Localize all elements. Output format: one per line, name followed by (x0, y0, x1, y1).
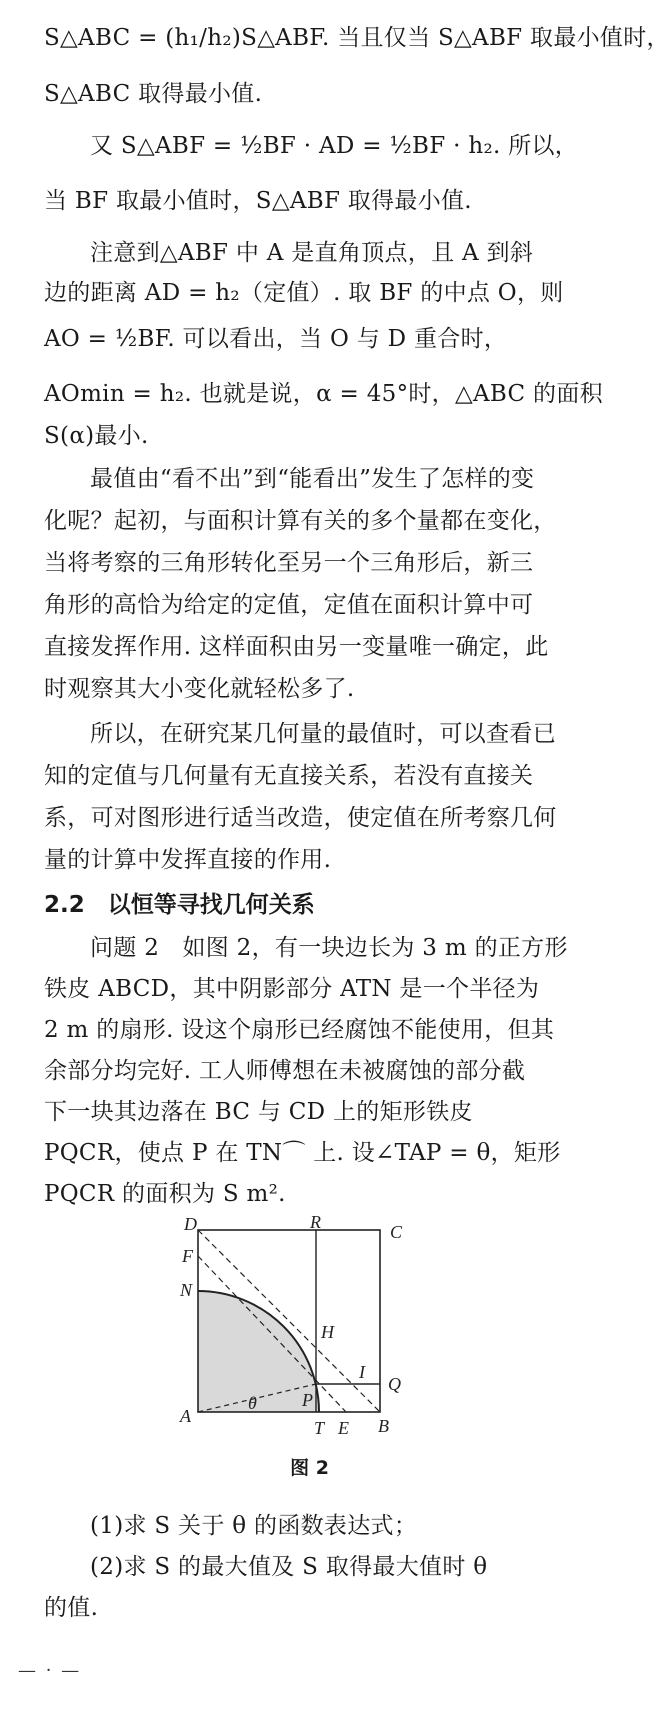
text-line: 所以，在研究某几何量的最值时，可以查看已 (90, 721, 556, 747)
text-line: 当将考察的三角形转化至另一个三角形后，新三 (44, 550, 534, 576)
problem-line: 余部分均完好. 工人师傅想在未被腐蚀的部分截 (44, 1058, 526, 1084)
text-line: 最值由“看不出”到“能看出”发生了怎样的变 (90, 466, 535, 492)
text-line: AO = ½BF. 可以看出，当 O 与 D 重合时， (44, 326, 508, 352)
text-line: 时观察其大小变化就轻松多了. (44, 676, 355, 702)
label-d: D (184, 1214, 197, 1234)
section-heading: 2.2 以恒等寻找几何关系 (44, 892, 315, 918)
label-a: A (180, 1406, 191, 1426)
figure-caption: 图 2 (290, 1457, 329, 1479)
problem-line: PQCR 的面积为 S m². (44, 1181, 286, 1207)
label-q: Q (388, 1374, 401, 1394)
label-t: T (314, 1418, 325, 1438)
question-line: (2)求 S 的最大值及 S 取得最大值时 θ (90, 1554, 488, 1580)
label-theta: θ (248, 1393, 257, 1413)
text-line: 化呢？起初，与面积计算有关的多个量都在变化， (44, 508, 557, 534)
text-line: 知的定值与几何量有无直接关系，若没有直接关 (44, 763, 534, 789)
question-line: 的值. (44, 1595, 99, 1621)
label-b: B (378, 1416, 389, 1436)
problem-line: PQCR，使点 P 在 TN⌒ 上. 设∠TAP = θ，矩形 (44, 1140, 561, 1166)
problem-line: 问题 2 如图 2，有一块边长为 3 m 的正方形 (90, 935, 568, 961)
label-c: C (390, 1222, 403, 1242)
label-e: E (338, 1418, 349, 1438)
text-line: 边的距离 AD = h₂（定值）. 取 BF 的中点 O，则 (44, 280, 564, 306)
text-line: 系，可对图形进行适当改造，使定值在所考察几何 (44, 805, 557, 831)
text-line: S△ABC 取得最小值. (44, 81, 263, 107)
page-footer: — · — (18, 1660, 82, 1681)
text-line: 当 BF 取最小值时，S△ABF 取得最小值. (44, 188, 472, 214)
text-line: S(α)最小. (44, 423, 149, 449)
text-line: 角形的高恰为给定的定值，定值在面积计算中可 (44, 592, 534, 618)
problem-line: 铁皮 ABCD，其中阴影部分 ATN 是一个半径为 (44, 976, 540, 1002)
label-f: F (182, 1246, 193, 1266)
label-p: P (302, 1390, 313, 1410)
corroded-sector (198, 1291, 319, 1412)
label-h: H (321, 1322, 334, 1342)
label-i: I (359, 1362, 365, 1382)
question-line: (1)求 S 关于 θ 的函数表达式； (90, 1513, 418, 1539)
geometry-figure (170, 1212, 430, 1445)
problem-line: 下一块其边落在 BC 与 CD 上的矩形铁皮 (44, 1099, 473, 1125)
label-n: N (180, 1280, 193, 1300)
text-line: AOmin = h₂. 也就是说，α = 45°时，△ABC 的面积 (44, 381, 603, 407)
label-r: R (310, 1212, 321, 1232)
figure-svg (170, 1212, 430, 1445)
text-line: S△ABC = (h₁/h₂)S△ABF. 当且仅当 S△ABF 取最小值时， (44, 25, 670, 51)
text-line: 直接发挥作用. 这样面积由另一变量唯一确定，此 (44, 634, 549, 660)
text-line: 又 S△ABF = ½BF · AD = ½BF · h₂. 所以， (90, 133, 579, 159)
text-line: 量的计算中发挥直接的作用. (44, 847, 332, 873)
text-line: 注意到△ABF 中 A 是直角顶点，且 A 到斜 (90, 240, 534, 266)
problem-line: 2 m 的扇形. 设这个扇形已经腐蚀不能使用，但其 (44, 1017, 555, 1043)
